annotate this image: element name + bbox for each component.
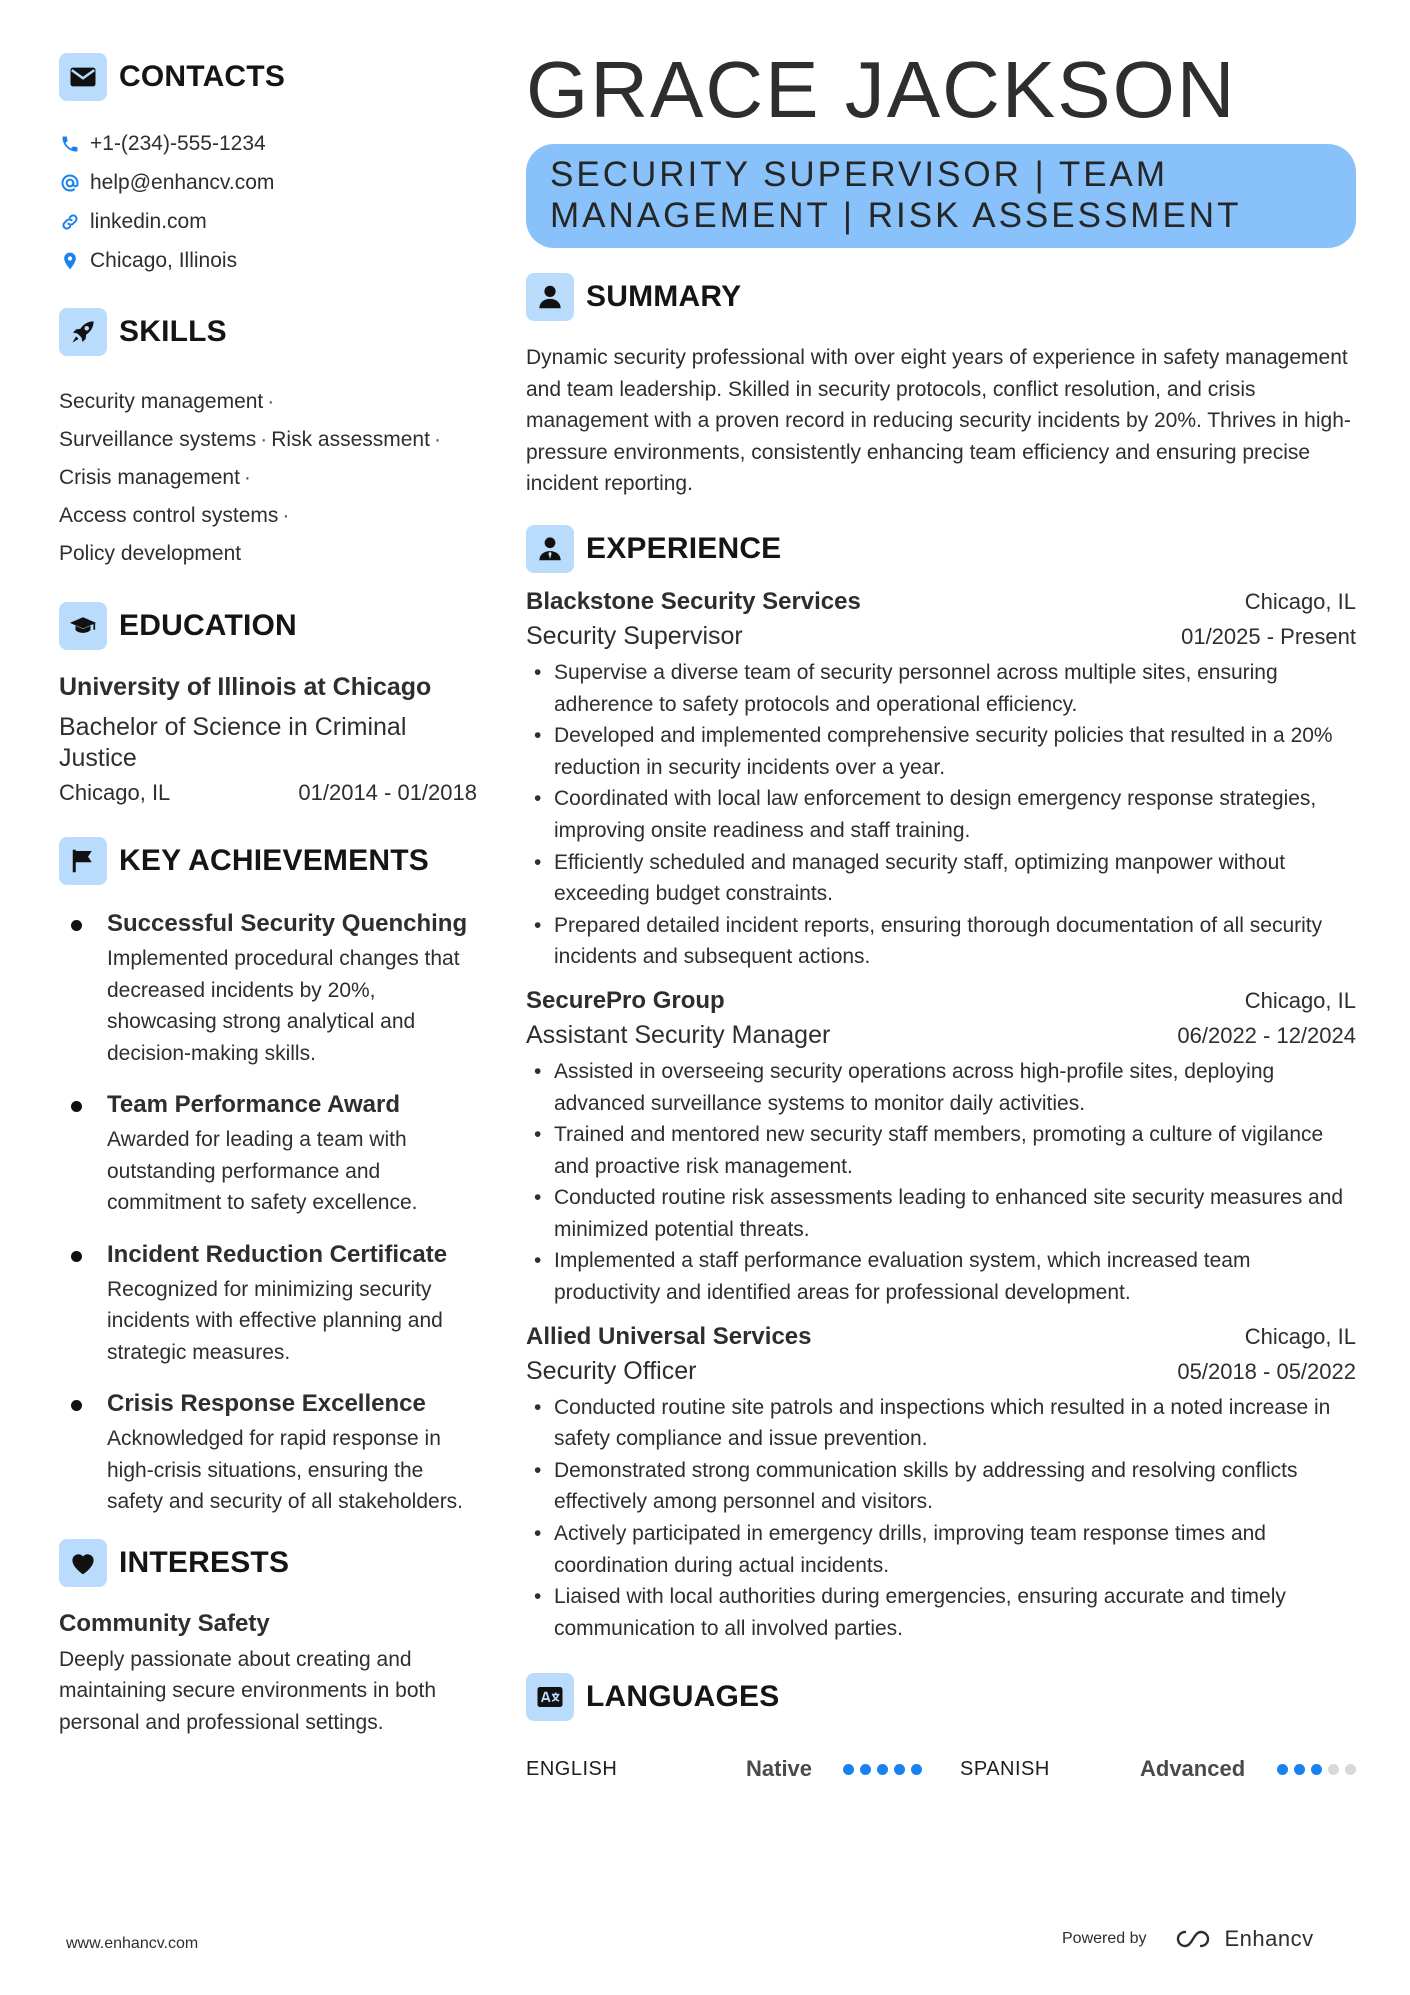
achievement-desc: Recognized for minimizing security incidents with effective planning and strategic measures.	[107, 1277, 443, 1364]
link-icon	[59, 211, 81, 233]
job-company: SecurePro Group	[526, 986, 725, 1014]
skill-line	[59, 535, 477, 573]
achievement-title: Successful Security Quenching	[107, 910, 468, 937]
interests-heading	[59, 1538, 477, 1588]
email-at-icon	[59, 172, 81, 194]
achievement-desc: Implemented procedural changes that decreased incidents by 20%, showcasing strong analytical and decision-making skills.	[107, 947, 460, 1065]
skill-separator: ·	[282, 504, 290, 527]
section-title: INTERESTS	[119, 1545, 290, 1579]
job-bullet: • Conducted routine risk assessments leading to enhanced site security measures and minimized potential threats.	[526, 1182, 1356, 1245]
skill-line	[59, 459, 477, 497]
summary-text: Dynamic security professional with over eight years of experience in safety management and team leadership. Skilled in security protocols, conflict resolution, and crisis management with a proven record in reducing security incidents by 20%. Thrives in high-pressure environments, consistently enhancing team efficiency and ensuring precise incident reporting.	[526, 346, 1351, 496]
bullet-icon	[71, 1251, 82, 1262]
job-bullet: • Assisted in overseeing security operations across high-profile sites, deploying advanced surveillance systems to monitor daily activities.	[526, 1056, 1356, 1119]
education-location: Chicago, IL	[59, 780, 171, 805]
powered-by-text: Powered by	[1062, 1930, 1147, 1947]
job-role: Security Supervisor	[526, 621, 743, 650]
job-bullets	[526, 1392, 1356, 1645]
job-dates: 06/2022 - 12/2024	[1177, 1022, 1356, 1048]
achievement-desc: Acknowledged for rapid response in high-crisis situations, ensuring the safety and security of all stakeholders.	[107, 1427, 464, 1513]
enhancv-logo	[1171, 1926, 1314, 1952]
job-bullet: • Demonstrated strong communication skills by addressing and resolving conflicts effectively among personnel and visitors.	[526, 1455, 1356, 1518]
job-bullet: • Implemented a staff performance evaluation system, which increased team productivity and identified areas for professional development.	[526, 1245, 1356, 1308]
job-bullet: • Trained and mentored new security staff members, promoting a culture of vigilance and proactive risk management.	[526, 1119, 1356, 1182]
skill-item: Crisis management	[59, 466, 240, 489]
education-dates: 01/2014 - 01/2018	[298, 780, 477, 805]
job-dates: 01/2025 - Present	[1181, 623, 1356, 649]
email-text: help@enhancv.com	[90, 170, 275, 194]
contact-location	[59, 241, 477, 280]
job-company: Allied Universal Services	[526, 1322, 812, 1350]
rating-dot-empty	[1345, 1764, 1356, 1775]
job-location: Chicago, IL	[1244, 1323, 1356, 1349]
education-meta	[59, 780, 477, 806]
section-title: LANGUAGES	[586, 1680, 780, 1714]
right-column	[526, 45, 1356, 1784]
achievement-title: Team Performance Award	[107, 1091, 401, 1118]
contacts-heading	[59, 52, 477, 102]
brand-name: Enhancv	[1224, 1926, 1314, 1951]
job-location: Chicago, IL	[1244, 987, 1356, 1013]
person-icon	[526, 273, 574, 321]
job-entry	[526, 588, 1356, 973]
language-level: Native	[746, 1756, 813, 1782]
job-bullet: • Supervise a diverse team of security personnel across multiple sites, ensuring adherence to safety protocols and operational efficiency.	[526, 657, 1356, 720]
language-item	[526, 1756, 922, 1782]
section-title: SUMMARY	[586, 280, 742, 313]
rocket-icon	[59, 308, 107, 356]
contact-linkedin[interactable]	[59, 202, 477, 241]
achievement-title: Crisis Response Excellence	[107, 1390, 426, 1417]
title-banner	[526, 144, 1356, 248]
languages-heading	[526, 1672, 1356, 1722]
candidate-name: GRACE JACKSON	[526, 45, 1237, 134]
achievement-item	[59, 1089, 477, 1219]
rating-dot-empty	[1328, 1764, 1339, 1775]
phone-text: +1-(234)-555-1234	[90, 131, 266, 155]
language-level: Advanced	[1140, 1756, 1246, 1782]
rating-dot-filled	[1311, 1764, 1322, 1775]
job-bullet: • Efficiently scheduled and managed security staff, optimizing manpower without exceeding budget constraints.	[526, 847, 1356, 910]
section-title: SKILLS	[119, 315, 227, 348]
job-bullet: • Conducted routine site patrols and inspections which resulted in a noted increase in safety compliance and issue prevention.	[526, 1392, 1356, 1455]
section-title: KEY ACHIEVEMENTS	[119, 844, 429, 877]
skill-separator: ·	[243, 466, 251, 489]
contact-phone[interactable]	[59, 124, 477, 163]
job-bullets	[526, 657, 1356, 973]
skill-separator: ·	[433, 428, 441, 451]
contacts-section	[59, 52, 477, 280]
location-text: Chicago, Illinois	[90, 248, 238, 272]
summary-section	[526, 272, 1356, 500]
footer-branding	[1062, 1926, 1314, 1952]
job-entry	[526, 1323, 1356, 1645]
language-name: ENGLISH	[526, 1757, 618, 1780]
skill-item: Surveillance systems	[59, 428, 257, 451]
achievement-desc: Awarded for leading a team with outstanding performance and commitment to safety excellence.	[107, 1128, 418, 1214]
envelope-icon	[59, 53, 107, 101]
left-column	[59, 52, 477, 1738]
job-role: Security Officer	[526, 1356, 697, 1385]
rating-dot-filled	[911, 1764, 922, 1775]
footer-website[interactable]: www.enhancv.com	[66, 1935, 199, 1952]
job-bullet: • Prepared detailed incident reports, ensuring thorough documentation of all security incidents and subsequent actions.	[526, 910, 1356, 973]
achievement-item	[59, 1239, 477, 1369]
skill-item: Risk assessment	[271, 428, 430, 451]
job-bullet: • Liaised with local authorities during emergencies, ensuring accurate and timely communication to all involved parties.	[526, 1581, 1356, 1644]
bullet-icon	[71, 1400, 82, 1411]
achievements-heading	[59, 836, 477, 886]
interests-section	[59, 1538, 477, 1739]
job-role: Assistant Security Manager	[526, 1020, 831, 1049]
achievement-item	[59, 1388, 477, 1518]
section-title: EDUCATION	[119, 609, 297, 642]
skill-item: Access control systems	[59, 504, 279, 527]
candidate-title: SECURITY SUPERVISOR | TEAM MANAGEMENT | RISK ASSESSMENT	[550, 155, 1242, 235]
job-location: Chicago, IL	[1244, 588, 1356, 614]
job-entry	[526, 987, 1356, 1309]
graduation-cap-icon	[59, 602, 107, 650]
summary-heading	[526, 272, 1356, 322]
rating-dot-filled	[877, 1764, 888, 1775]
skills-section	[59, 307, 477, 573]
skill-line	[59, 497, 477, 535]
skill-line	[59, 383, 477, 421]
job-dates: 05/2018 - 05/2022	[1177, 1358, 1356, 1384]
location-pin-icon	[59, 250, 81, 272]
bullet-icon	[71, 920, 82, 931]
experience-section	[526, 524, 1356, 1644]
achievements-section	[59, 836, 477, 1518]
skill-line	[59, 421, 477, 459]
translate-icon	[526, 1673, 574, 1721]
job-company: Blackstone Security Services	[526, 587, 861, 615]
education-heading	[59, 601, 477, 651]
interest-title: Community Safety	[59, 1609, 270, 1637]
language-name: SPANISH	[960, 1757, 1050, 1780]
phone-icon	[59, 133, 81, 155]
job-bullet: • Developed and implemented comprehensive security policies that resulted in a 20% reduction in security incidents over a year.	[526, 720, 1356, 783]
bullet-icon	[71, 1101, 82, 1112]
flag-icon	[59, 837, 107, 885]
education-school: University of Illinois at Chicago	[59, 673, 432, 701]
section-title: EXPERIENCE	[586, 531, 782, 565]
heart-icon	[59, 1539, 107, 1587]
job-bullets	[526, 1056, 1356, 1309]
business-person-icon	[526, 525, 574, 573]
job-bullet: • Actively participated in emergency drills, improving team response times and coordination during actual incidents.	[526, 1518, 1356, 1581]
languages-row	[526, 1754, 1356, 1784]
linkedin-text: linkedin.com	[90, 209, 207, 233]
skills-heading	[59, 307, 477, 357]
language-item	[960, 1756, 1356, 1782]
language-rating	[843, 1764, 922, 1775]
skill-separator: ·	[260, 428, 268, 451]
job-bullet: • Coordinated with local law enforcement to design emergency response strategies, improving onsite readiness and staff training.	[526, 783, 1356, 846]
language-rating	[1277, 1764, 1356, 1775]
achievements-list	[59, 908, 477, 1518]
languages-section	[526, 1672, 1356, 1784]
skill-item: Policy development	[59, 542, 242, 565]
achievement-title: Incident Reduction Certificate	[107, 1240, 448, 1268]
interest-desc: Deeply passionate about creating and maintaining secure environments in both personal and professional settings.	[59, 1647, 437, 1734]
rating-dot-filled	[894, 1764, 905, 1775]
section-title: CONTACTS	[119, 60, 286, 93]
rating-dot-filled	[860, 1764, 871, 1775]
education-degree: Bachelor of Science in Criminal Justice	[59, 713, 407, 772]
skill-item: Security management	[59, 390, 264, 413]
achievement-item	[59, 908, 477, 1069]
rating-dot-filled	[843, 1764, 854, 1775]
skill-separator: ·	[267, 390, 275, 413]
rating-dot-filled	[1294, 1764, 1305, 1775]
education-section	[59, 601, 477, 806]
experience-heading	[526, 524, 1356, 574]
rating-dot-filled	[1277, 1764, 1288, 1775]
skills-list	[59, 383, 477, 573]
contact-email[interactable]	[59, 163, 477, 202]
